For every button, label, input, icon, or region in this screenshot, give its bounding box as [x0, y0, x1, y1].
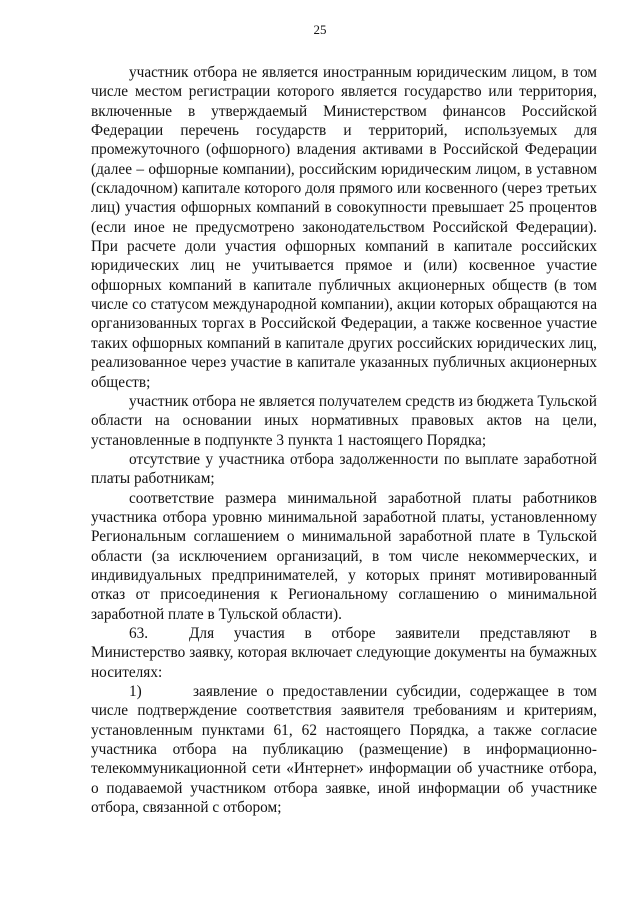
list-item-1 — [91, 682, 597, 817]
list-item-1-number: 1) — [129, 683, 142, 700]
paragraph-offshore-requirement: участник отбора не является иностранным юридическим лицом, в том числе местом регистрации которого является государство или территория, включенные в утверждаемый Министерством финансов Российской Федерации перечень государств и территорий, используемых для промежуточного (офшорного) владения активами в Российской Федерации (далее – офшорные компании), российским юридическим лицом, в уставном (складочном) капитале которого доля прямого или косвенного (через третьих лиц) участия офшорных компаний в совокупности превышает 25 процентов (если иное не предусмотрено законодательством Российской Федерации). При расчете доли участия офшорных компаний в капитале российских юридических лиц не учитывается прямое и (или) косвенное участие офшорных компаний в капитале публичных акционерных обществ (в том числе со статусом международной компании), акции которых обращаются на организованных торгах в Российской Федерации, а также косвенное участие таких офшорных компаний в капитале других российских юридических лиц, реализованное через участие в капитале указанных публичных акционерных обществ; — [91, 64, 597, 391]
clause-63-number: 63. — [129, 624, 149, 642]
paragraph-budget-requirement: участник отбора не является получателем средств из бюджета Тульской области на основании иных нормативных правовых актов на цели, установленные в подпункте 3 пункта 1 настоящего Порядка; — [91, 392, 597, 449]
paragraph-salary-debt-requirement: отсутствие у участника отбора задолженности по выплате заработной платы работникам; — [91, 450, 597, 488]
document-body — [91, 63, 597, 817]
clause-63 — [91, 624, 597, 682]
list-item-1-text: заявление о предоставлении субсидии, содержащее в том числе подтверждение соответствия заявителя требованиям и критериям, установленным пунктами 61, 62 настоящего Порядка, а также согласие участника отбора на публикацию (размещение) в информационно-телекоммуникационной сети «Интернет» информации об участнике отбора, о подаваемой участником отбора заявке, иной информации об участнике отбора, связанной с отбором; — [91, 683, 597, 817]
paragraph-minimum-wage-requirement: соответствие размера минимальной заработной платы работников участника отбора уровню минимальной заработной платы, установленному Региональным соглашением о минимальной заработной плате в Тульской области (за исключением организаций, в том числе некоммерческих, и индивидуальных предпринимателей, у которых принят мотивированный отказ от присоединения к Региональному соглашению о минимальной заработной плате в Тульской области). — [91, 489, 597, 623]
clause-63-text: Для участия в отборе заявители представляют в Министерство заявку, которая включает следующие документы на бумажных носителях: — [91, 624, 597, 681]
page-number: 25 — [313, 22, 327, 37]
